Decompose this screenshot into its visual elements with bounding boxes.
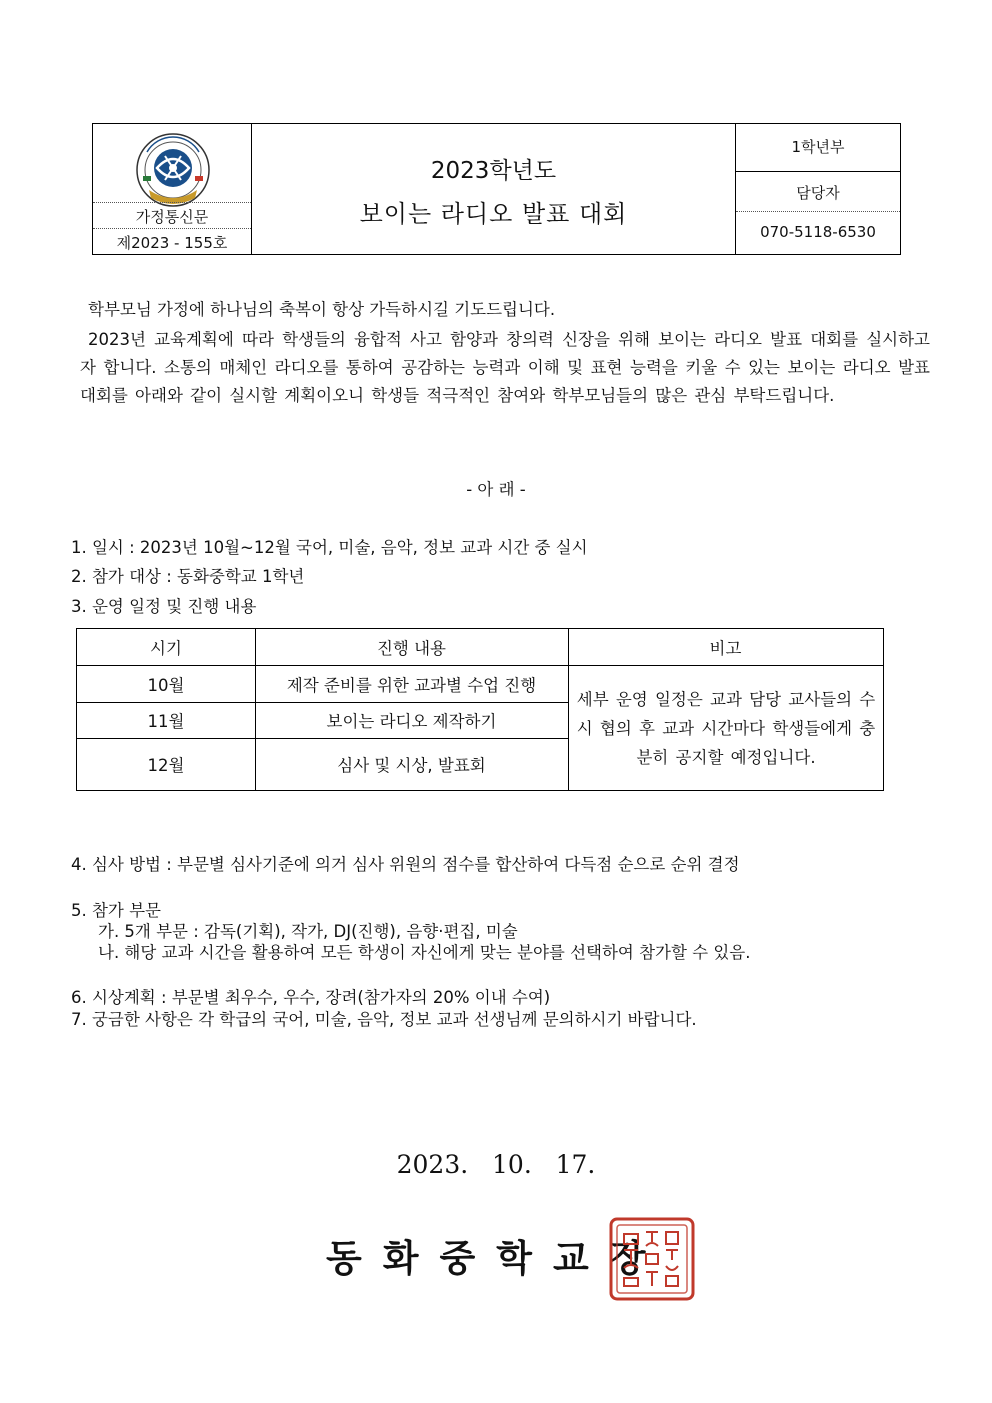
header-title-cell — [252, 124, 735, 254]
item-5-categories: 5. 참가 부문 — [71, 901, 161, 920]
table-header-note: 비고 — [709, 639, 742, 658]
header-left-divider-2 — [93, 228, 251, 229]
schedule-table — [76, 628, 884, 791]
table-cell-period: 11월 — [147, 712, 185, 731]
item-3-operation: 3. 운영 일정 및 진행 내용 — [71, 597, 257, 616]
item-1-schedule-time: 1. 일시 : 2023년 10월~12월 국어, 미술, 음악, 정보 교과 시간 중 실시 — [71, 538, 588, 557]
table-cell-content: 제작 준비를 위한 교과별 수업 진행 — [286, 675, 537, 695]
header-left-cell — [93, 124, 252, 254]
document-year: 2023학년도 — [430, 158, 557, 184]
principal-signature: 동화중학교장 — [326, 1237, 667, 1280]
table-cell-content: 보이는 라디오 제작하기 — [326, 712, 497, 731]
document-header — [92, 123, 901, 255]
manager-label: 담당자 — [796, 184, 840, 202]
notice-type: 가정통신문 — [135, 208, 209, 226]
item-4-judging: 4. 심사 방법 : 부문별 심사기준에 의거 심사 위원의 점수를 합산하여 다득점 순으로 순위 결정 — [71, 855, 740, 874]
contact-phone: 070-5118-6530 — [760, 223, 876, 241]
table-cell-period: 10월 — [147, 675, 185, 695]
header-right-divider — [736, 171, 900, 172]
intro-paragraph: 2023년 교육계획에 따라 학생들의 융합적 사고 함양과 창의력 신장을 위해 보이는 라디오 발표 대회를 실시하고자 합니다. 소통의 매체인 라디오를 통하여 공감하는 능력과 이해 및 표현 능력을 키울 수 있는 보이는 라디오 발표 대회를 아래와 같이 실시할 계획이오니 학생들 적극적인 참여와 학부모님들의 많은 관심 부탁드립니다. — [80, 330, 930, 405]
below-label: - 아 래 - — [466, 480, 526, 499]
issue-date: 2023. 10. 17. — [396, 1150, 596, 1179]
greeting-paragraph: 학부모님 가정에 하나님의 축복이 항상 가득하시길 기도드립니다. — [88, 300, 556, 319]
notice-number: 제2023 - 155호 — [116, 234, 228, 252]
header-right-divider-2 — [736, 211, 900, 212]
item-7-inquiry: 7. 궁금한 사항은 각 학급의 국어, 미술, 음악, 정보 교과 선생님께 문의하시기 바랍니다. — [71, 1010, 697, 1029]
department: 1학년부 — [791, 138, 845, 156]
header-left-divider — [93, 202, 251, 203]
header-right-cell — [735, 124, 900, 254]
table-header-content: 진행 내용 — [376, 639, 446, 658]
school-logo-icon — [135, 132, 211, 208]
item-5a-five-categories: 가. 5개 부문 : 감독(기획), 작가, DJ(진행), 음향·편집, 미술 — [98, 922, 518, 941]
table-header-period: 시기 — [150, 639, 182, 658]
table-cell-content: 심사 및 시상, 발표회 — [337, 756, 486, 775]
table-cell-note: 세부 운영 일정은 교과 담당 교사들의 수시 협의 후 교과 시간마다 학생들에게 충분히 공지할 예정입니다. — [576, 689, 876, 767]
table-cell-period: 12월 — [147, 756, 185, 775]
item-2-participants: 2. 참가 대상 : 동화중학교 1학년 — [71, 567, 305, 586]
official-seal-icon — [608, 1216, 696, 1302]
document-title: 보이는 라디오 발표 대회 — [359, 200, 628, 228]
item-5b-participation: 나. 해당 교과 시간을 활용하여 모든 학생이 자신에게 맞는 분야를 선택하여 참가할 수 있음. — [98, 943, 751, 962]
item-6-awards: 6. 시상계획 : 부문별 최우수, 우수, 장려(참가자의 20% 이내 수여) — [71, 988, 551, 1007]
